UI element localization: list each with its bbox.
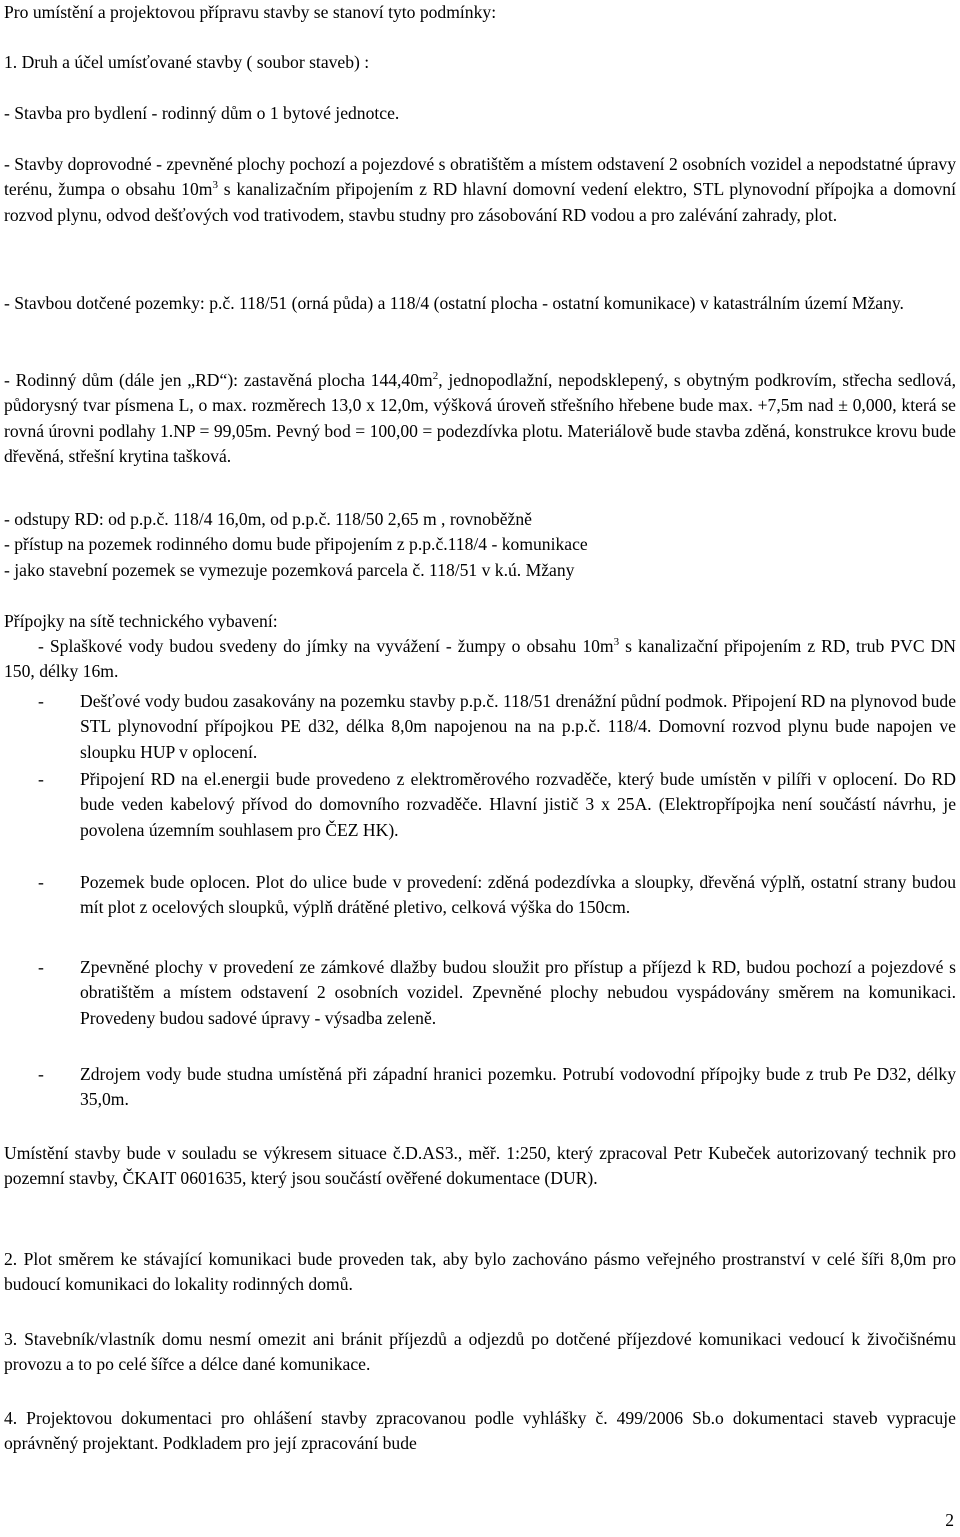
- sewage-text-b: s kanalizační připojením z RD, trub PVC DN 150, délky 16m.: [4, 636, 956, 682]
- house-text-a: - Rodinný dům (dále jen „RD“): zastavěná plocha 144,40m: [4, 370, 433, 390]
- bullet-dash: -: [38, 957, 44, 977]
- bullet-dash: -: [38, 769, 44, 789]
- house-text-b: , jednopodlažní, nepodsklepený, s obytným podkrovím, střecha sedlová, půdorysný tvar písmena L, o max. rozměrech 13,0 x 12,0m, výšková úroveň střešního hřebene bude max. +7,5m nad ± 0,000, která se rovná úrovni podlahy 1.NP = 99,05m. Pevný bod = 100,00 = podezdívka plotu. Materiálově bude stavba zděná, konstrukce krovu bude dřevěná, střešní krytina tašková.: [4, 370, 956, 467]
- building-plot-line: - jako stavební pozemek se vymezuje pozemková parcela č. 118/51 v k.ú. Mžany: [4, 560, 575, 580]
- fence-paragraph: Pozemek bude oplocen. Plot do ulice bude v provedení: zděná podezdívka a sloupky, dřevěná výplň, ostatní strany budou mít plot z ocelových sloupků, výplň drátěné pletivo, celková výška do 150cm.: [80, 872, 956, 918]
- access-line: - přístup na pozemek rodinného domu bude připojením z p.p.č.118/4 - komunikace: [4, 534, 588, 554]
- aux-text-b: s kanalizačním připojením z RD hlavní domovní vedení elektro, STL plynovodní přípojka a domovní rozvod plynu, odvod dešťových vod trativodem, stavbu studny pro zásobování RD vodou a pro zalévání zahrady, plot.: [4, 179, 956, 225]
- section-1-title: 1. Druh a účel umísťované stavby ( soubor staveb) :: [4, 52, 370, 72]
- affected-parcels-paragraph: - Stavbou dotčené pozemky: p.č. 118/51 (orná půda) a 118/4 (ostatní plocha - ostatní komunikace) v katastrálním území Mžany.: [4, 293, 904, 313]
- rainwater-gas-paragraph: Dešťové vody budou zasakovány na pozemku stavby p.p.č. 118/51 drenážní půdní podmok. Připojení RD na plynovod bude STL plynovodní přípojkou PE d32, délka 8,0m napojenou na na p.p.č. 118/4. Domovní rozvod plynu bude napojen ve sloupku HUP v oplocení.: [80, 691, 956, 762]
- auxiliary-buildings-paragraph: [4, 152, 956, 228]
- bullet-dash: -: [38, 1064, 44, 1084]
- connections-title: Přípojky na sítě technického vybavení:: [4, 611, 278, 631]
- page-number: 2: [945, 1510, 954, 1530]
- bullet-dash: -: [38, 691, 44, 711]
- square-superscript: 2: [432, 370, 439, 382]
- bullet-dash: -: [38, 872, 44, 892]
- paved-areas-paragraph: Zpevněné plochy v provedení ze zámkové dlažby budou sloužit pro přístup a příjezd k RD, budou pochozí a pojezdové s obratištěm a místem odstavení 2 osobních vozidel. Zpevněné plochy nebudou vyspádovány směrem na komunikaci. Provedeny budou sadové úpravy - výsadba zeleně.: [80, 957, 956, 1028]
- setbacks-line: - odstupy RD: od p.p.č. 118/4 16,0m, od p.p.č. 118/50 2,65 m , rovnoběžně: [4, 509, 532, 529]
- water-source-paragraph: Zdrojem vody bude studna umístěná při západní hranici pozemku. Potrubí vodovodní přípojky bude z trub Pe D32, délky 35,0m.: [80, 1064, 956, 1110]
- intro-line: Pro umístění a projektovou přípravu stavby se stanoví tyto podmínky:: [4, 2, 497, 22]
- placement-paragraph: Umístění stavby bude v souladu se výkresem situace č.D.AS3., měř. 1:250, který zpracoval Petr Kubeček autorizovaný technik pro pozemní stavby, ČKAIT 0601635, který jsou součástí ověřené dokumentace (DUR).: [4, 1143, 956, 1189]
- aux-text-a: - Stavby doprovodné - zpevněné plochy pochozí a pojezdové s obratištěm a místem odstavení 2 osobních vozidel a nepodstatné úpravy terénu, žumpa o obsahu 10m: [4, 154, 956, 200]
- electricity-paragraph: Připojení RD na el.energii bude provedeno z elektroměrového rozvaděče, který bude umístěn v pilíři v oplocení. Do RD bude veden kabelový přívod do domovního rozvaděče. Hlavní jistič 3 x 25A. (Elektropřípojka není součástí návrhu, je povolena územním souhlasem pro ČEZ HK).: [80, 769, 956, 840]
- condition-3-paragraph: 3. Stavebník/vlastník domu nesmí omezit ani bránit příjezdů a odjezdů po dotčené příjezdové komunikaci vedoucí k živočišnému provozu a to po celé šířce a délce dané komunikace.: [4, 1329, 956, 1375]
- condition-4-paragraph: 4. Projektovou dokumentaci pro ohlášení stavby zpracovanou podle vyhlášky č. 499/2006 Sb.o dokumentaci staveb vypracuje oprávněný projektant. Podkladem pro její zpracování bude: [4, 1408, 956, 1454]
- main-building-line: - Stavba pro bydlení - rodinný dům o 1 bytové jednotce.: [4, 103, 400, 123]
- cubic-superscript-2: 3: [613, 636, 620, 648]
- sewage-paragraph: [4, 634, 956, 685]
- house-description-paragraph: [4, 368, 956, 470]
- sewage-text-a: - Splaškové vody budou svedeny do jímky na vyvážení - žumpy o obsahu 10m: [38, 636, 614, 656]
- cubic-superscript: 3: [212, 179, 218, 192]
- condition-2-paragraph: 2. Plot směrem ke stávající komunikaci bude proveden tak, aby bylo zachováno pásmo veřejného prostranství v celé šíři 8,0m pro budoucí komunikaci do lokality rodinných domů.: [4, 1249, 956, 1295]
